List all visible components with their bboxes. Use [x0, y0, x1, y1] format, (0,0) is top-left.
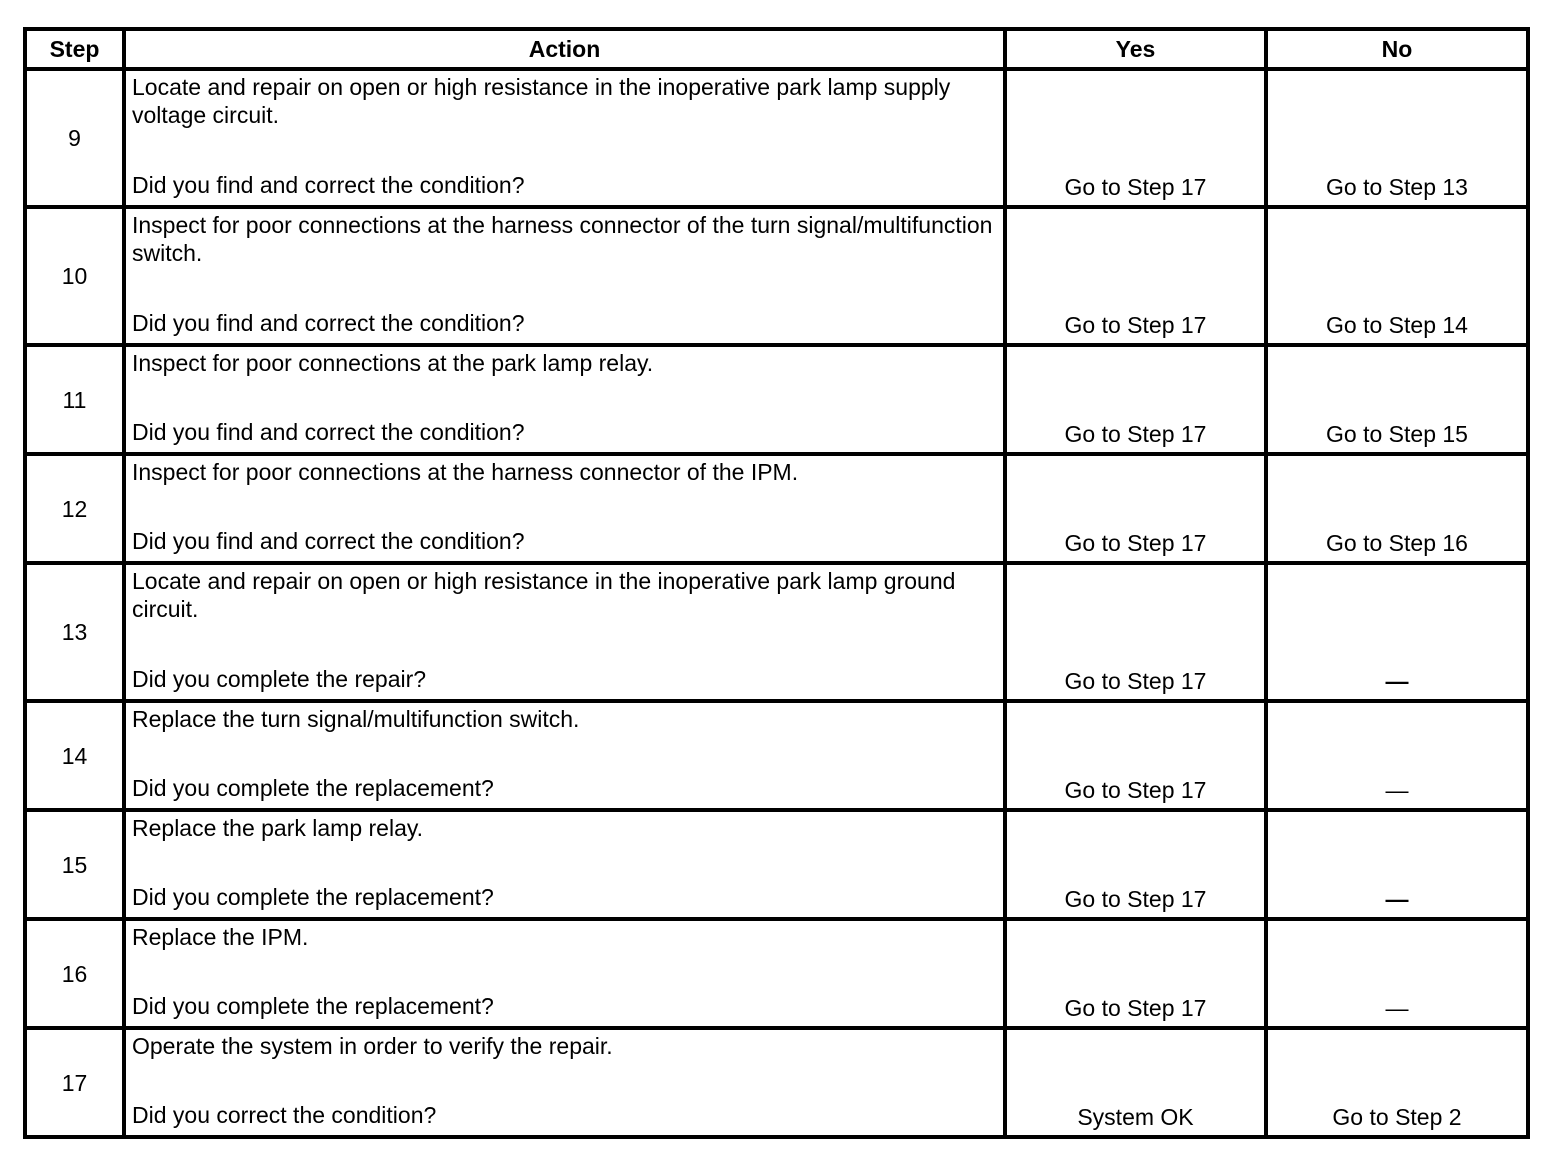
- action-cell: [124, 810, 1005, 919]
- step-number: 11: [25, 345, 124, 454]
- table-row: [25, 454, 1528, 563]
- no-result: —: [1266, 810, 1528, 919]
- step-number: 12: [25, 454, 124, 563]
- step-number: 10: [25, 207, 124, 345]
- no-result: —: [1266, 701, 1528, 810]
- action-text: Inspect for poor connections at the harness connector of the turn signal/multifunction switch.: [132, 212, 993, 266]
- step-number: 16: [25, 919, 124, 1028]
- table-header-row: [25, 29, 1528, 69]
- yes-result: Go to Step 17: [1005, 345, 1266, 454]
- action-cell: [124, 919, 1005, 1028]
- action-question: Did you complete the replacement?: [132, 993, 494, 1019]
- yes-result: System OK: [1005, 1028, 1266, 1137]
- no-result: Go to Step 14: [1266, 207, 1528, 345]
- action-text: Inspect for poor connections at the harness connector of the IPM.: [132, 459, 799, 485]
- action-question: Did you correct the condition?: [132, 1102, 437, 1128]
- action-text: Locate and repair on open or high resistance in the inoperative park lamp ground circuit.: [132, 568, 956, 622]
- action-question: Did you find and correct the condition?: [132, 528, 525, 554]
- yes-result: Go to Step 17: [1005, 207, 1266, 345]
- header-yes: Yes: [1005, 29, 1266, 69]
- table-row: [25, 810, 1528, 919]
- action-question: Did you find and correct the condition?: [132, 419, 525, 445]
- yes-result: Go to Step 17: [1005, 563, 1266, 701]
- action-cell: [124, 207, 1005, 345]
- action-question: Did you find and correct the condition?: [132, 310, 525, 336]
- action-text: Inspect for poor connections at the park lamp relay.: [132, 350, 654, 376]
- table-row: [25, 563, 1528, 701]
- table-row: [25, 919, 1528, 1028]
- action-cell: [124, 701, 1005, 810]
- action-cell: [124, 345, 1005, 454]
- step-number: 17: [25, 1028, 124, 1137]
- diagnostic-table-container: [23, 27, 1526, 1139]
- action-cell: [124, 1028, 1005, 1137]
- action-text: Replace the park lamp relay.: [132, 815, 424, 841]
- action-question: Did you complete the repair?: [132, 666, 427, 692]
- action-cell: [124, 69, 1005, 207]
- action-cell: [124, 563, 1005, 701]
- step-number: 15: [25, 810, 124, 919]
- header-no: No: [1266, 29, 1528, 69]
- table-row: [25, 69, 1528, 207]
- table-row: [25, 345, 1528, 454]
- action-question: Did you find and correct the condition?: [132, 172, 525, 198]
- table-row: [25, 1028, 1528, 1137]
- action-question: Did you complete the replacement?: [132, 775, 494, 801]
- yes-result: Go to Step 17: [1005, 69, 1266, 207]
- no-result: Go to Step 15: [1266, 345, 1528, 454]
- step-number: 14: [25, 701, 124, 810]
- header-action: Action: [124, 29, 1005, 69]
- no-result: —: [1266, 563, 1528, 701]
- action-text: Replace the IPM.: [132, 924, 309, 950]
- table-row: [25, 207, 1528, 345]
- action-question: Did you complete the replacement?: [132, 884, 494, 910]
- no-result: Go to Step 2: [1266, 1028, 1528, 1137]
- diagnostic-steps-table: [23, 27, 1530, 1139]
- action-text: Locate and repair on open or high resistance in the inoperative park lamp supply voltage circuit.: [132, 74, 951, 128]
- header-step: Step: [25, 29, 124, 69]
- no-result: Go to Step 16: [1266, 454, 1528, 563]
- table-row: [25, 701, 1528, 810]
- action-text: Operate the system in order to verify the repair.: [132, 1033, 613, 1059]
- yes-result: Go to Step 17: [1005, 701, 1266, 810]
- yes-result: Go to Step 17: [1005, 454, 1266, 563]
- step-number: 13: [25, 563, 124, 701]
- action-cell: [124, 454, 1005, 563]
- action-text: Replace the turn signal/multifunction switch.: [132, 706, 580, 732]
- yes-result: Go to Step 17: [1005, 810, 1266, 919]
- no-result: Go to Step 13: [1266, 69, 1528, 207]
- yes-result: Go to Step 17: [1005, 919, 1266, 1028]
- step-number: 9: [25, 69, 124, 207]
- no-result: —: [1266, 919, 1528, 1028]
